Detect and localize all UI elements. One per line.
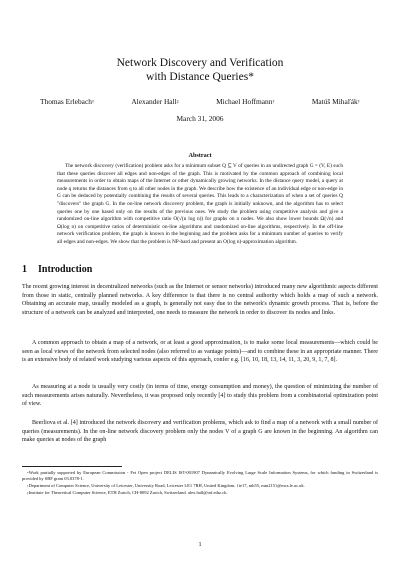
author: Thomas Erlebach† xyxy=(40,97,95,106)
footnote: ‡Institute for Theoretical Computer Science, ETH Zurich, CH-8092 Zurich, Switzerland. alex.hall@inf.ethz.ch. xyxy=(27,489,228,495)
section-heading xyxy=(22,264,378,276)
author: Matúš Mihaľák† xyxy=(311,97,360,106)
footnote: †Department of Computer Science, University of Leicester, University Road, Leicester LE1 7RH, United Kingdom. {te17, mh55, mm215}@mcs.le.ac.uk. xyxy=(27,483,305,488)
body-paragraph: Beerliova et al. [4] introduced the network discovery and verification problems, which ask to find a map of a network with a small number of queries (measurements). In the on-line network discovery problem only the nodes V of a graph G are known in the beginning. An algorithm can make queries at nodes of the graph xyxy=(22,420,378,444)
author-list xyxy=(40,97,360,106)
footnote: *Work partially supported by European Commission - Fet Open project DELIS IST-001907 Dynamically Evolving Large Scale Information Systems, for which funding in Switzerland is provided by SBF grant 03.0378-1. xyxy=(22,470,378,482)
abstract-heading: Abstract xyxy=(188,152,212,159)
footnote-divider xyxy=(22,466,122,467)
footnotes xyxy=(22,470,378,497)
section-title: Introduction xyxy=(38,264,93,275)
body-paragraph: The recent growing interest in decentralized networks (such as the Internet or sensor networks) introduced many new algorithmic aspects different from those in static, centrally planned networks. A key difference is that there is no central authority which holds a map of such a network. Obtaining an accurate map, usually modeled as a graph, is generally not easy due to the network's dynamic growth process. That is, before the structure of a network can be analyzed and interpreted, one needs to measure the network in order to discover its nodes and links. xyxy=(22,284,378,316)
publication-date: March 31, 2006 xyxy=(176,114,224,123)
paper-title xyxy=(0,56,400,84)
body-paragraph: As measuring at a node is usually very costly (in terms of time, energy consumption and money), the question of minimizing the number of such measurements arises naturally. Nevertheless, it was proposed only recently [4] to study this problem from a combinatorial optimization point of view. xyxy=(22,384,378,408)
abstract-text: The network discovery (verification) problem asks for a minimum subset Q ⊆ V of queries in an undirected graph G = (V, E) such that these queries discover all edges and non-edges of the graph. This is motivated by the common approach of combining local measurements in order to obtain maps of the Internet or other dynamically growing networks. In the distance query model, a query at node q returns the distances from q to all other nodes in the graph. We describe how the existence of an individual edge or non-edge in G can be deduced by potentially combining the results of several queries. This leads to a characterization of when a set of queries Q "discovers" the graph G. In the on-line network discovery problem, the graph is initially unknown, and the algorithm has to select queries one by one based only on the results of the previous ones. We study the problem using competitive analysis and give a randomized on-line algorithm with competitive ratio O(√(n log n)) for graphs on n nodes. We also show lower bounds Ω(√n) and Ω(log n) on competitive ratios of deterministic on-line algorithms and randomized on-line algorithms, respectively. In the off-line network verification problem, the graph is known in the beginning and the problem asks for a minimum number of queries to verify all edges and non-edges. We show that the problem is NP-hard and present an O(log n)-approximation algorithm. xyxy=(57,163,343,245)
title-line-1: Network Discovery and Verification xyxy=(116,57,284,69)
author: Michael Hoffmann† xyxy=(216,97,275,106)
section-number: 1 xyxy=(22,264,27,275)
title-line-2: with Distance Queries* xyxy=(146,71,254,83)
author: Alexander Hall‡ xyxy=(131,97,179,106)
page-number: 1 xyxy=(198,541,202,548)
body-paragraph: A common approach to obtain a map of a network, or at least a good approximation, is to make some local measurements—which could be seen as local views of the network from selected nodes (also referred to as vantage points)—and to combine these in an appropriate manner. There is an extensive body of related work studying various aspects of this approach, confer e.g. [16, 10, 18, 13, 14, 11, 3, 20, 9, 1, 7, 8]. xyxy=(22,340,378,364)
